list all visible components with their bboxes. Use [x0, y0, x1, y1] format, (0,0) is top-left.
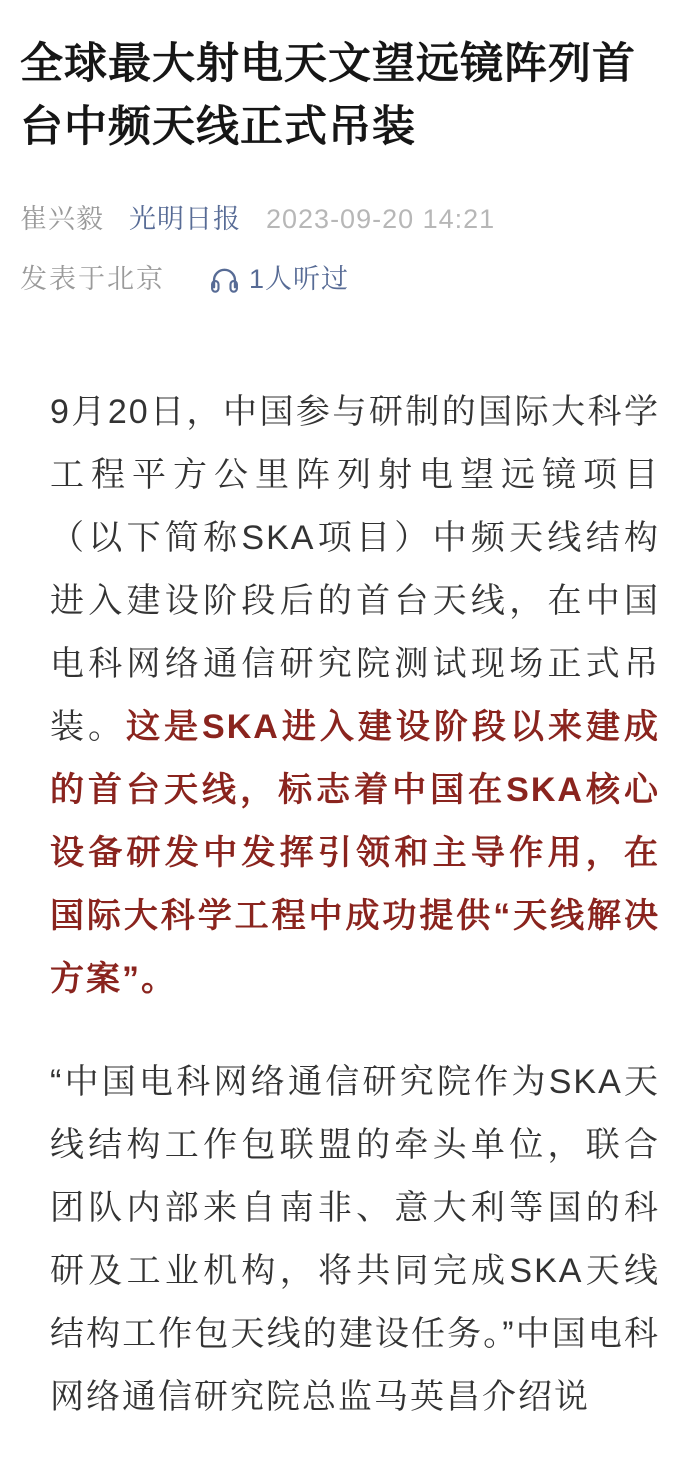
body-text: 9月20日，中国参与研制的国际大科学工程平方公里阵列射电望远镜项目（以下简称SKA项目）中频天线结构进入建设阶段后的首台天线，在中国电科网络通信研究院测试现场正式吊装。	[50, 393, 660, 746]
publish-location: 发表于北京	[20, 264, 165, 294]
source-account-link[interactable]: 光明日报	[129, 204, 241, 234]
listen-count-link[interactable]	[209, 261, 349, 297]
location-listen-row	[20, 261, 679, 297]
author-name: 崔兴毅	[20, 204, 104, 234]
byline-row	[20, 201, 679, 237]
paragraph	[50, 381, 660, 1011]
headphones-icon	[209, 264, 240, 295]
body-text: “中国电科网络通信研究院作为SKA天线结构工作包联盟的牵头单位，联合团队内部来自南非、意大利等国的科研及工业机构，将共同完成SKA天线结构工作包天线的建设任务。”中国电科网络通信研究院总监马英昌介绍说	[50, 1063, 660, 1416]
paragraph	[50, 1051, 660, 1429]
highlighted-text: 这是SKA进入建设阶段以来建成的首台天线，标志着中国在SKA核心设备研发中发挥引领和主导作用，在国际大科学工程中成功提供“天线解决方案”。	[50, 708, 660, 998]
article-title: 全球最大射电天文望远镜阵列首台中频天线正式吊装	[20, 40, 636, 151]
publish-datetime: 2023-09-20 14:21	[266, 204, 496, 234]
article-body	[20, 381, 679, 1429]
listen-count-label: 1人听过	[249, 264, 350, 294]
